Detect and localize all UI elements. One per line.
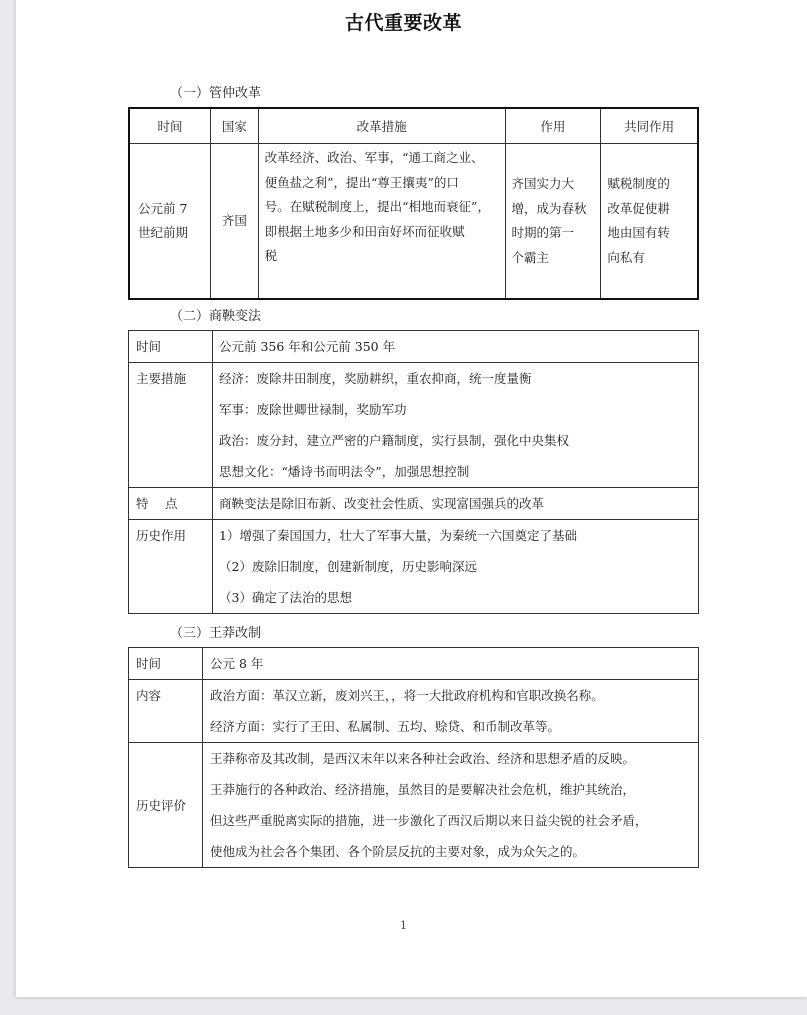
row-content (203, 680, 699, 743)
table-row (129, 331, 699, 363)
cell-text: 齐国实力大 (511, 176, 575, 191)
table-row (129, 648, 699, 680)
cell-common-effect (601, 144, 698, 300)
row-content (203, 648, 699, 680)
header-common-effect: 共同作用 (601, 108, 698, 144)
table-row (129, 680, 699, 743)
cell-text: 改革促使耕 (607, 200, 670, 216)
header-measures: 改革措施 (258, 108, 505, 144)
cell-text: 王莽称帝及其改制，是西汉末年以来各种社会政治、经济和思想矛盾的反映。 (210, 751, 636, 766)
row-content (213, 488, 699, 520)
cell-text: 经济：废除井田制度，奖励耕织，重农抑商，统一度量衡 (219, 371, 532, 386)
cell-text: 军事：废除世卿世禄制，奖励军功 (219, 402, 407, 417)
cell-text: 主要措施 (136, 371, 187, 386)
cell-text: 个霸主 (511, 249, 550, 265)
row-content (213, 520, 699, 614)
table-header-row (129, 108, 698, 144)
cell-text: 世纪前期 (138, 225, 189, 240)
row-label (129, 520, 213, 614)
cell-text: 经济方面：实行了王田、私属制、五均、赊贷、和币制改革等。 (210, 719, 561, 734)
cell-text: 公元 8 年 (210, 656, 264, 671)
cell-text: 但这些严重脱离实际的措施，进一步激化了西汉后期以来日益尖锐的社会矛盾， (210, 813, 648, 828)
cell-text: 向私有 (607, 249, 645, 265)
table-row (129, 488, 699, 520)
cell-text: （2）废除旧制度，创建新制度，历史影响深远 (219, 559, 477, 574)
header-time: 时间 (129, 108, 211, 144)
document-title: 古代重要改革 (344, 12, 462, 34)
table-row (129, 363, 699, 488)
cell-text: 即根据土地多少和田亩好坏而征收赋 (264, 223, 465, 239)
table-row (129, 520, 699, 614)
cell-text: 公元前 7 (138, 200, 188, 216)
row-label: 历史评价 (129, 743, 203, 868)
cell-text: 政治方面：革汉立新，废刘兴王，，将一大批政府机构和官职改换名称。 (210, 688, 604, 703)
section-heading-guanzhong: （一）管仲改革 (170, 86, 262, 101)
wangmang-reform-table (128, 647, 699, 868)
section-heading-shangyang: （二）商鞅变法 (170, 309, 262, 324)
section-heading-wangmang: （三）王莽改制 (170, 626, 262, 641)
row-label: 时间 (129, 331, 213, 363)
cell-text: 1）增强了秦国国力，壮大了军事大量，为秦统一六国奠定了基础 (219, 528, 577, 543)
cell-text: 税 (264, 248, 278, 263)
row-content (213, 331, 699, 363)
cell-text: 改革经济、政治、军事，“通工商之业、 (264, 150, 484, 165)
shangyang-reform-table (128, 330, 699, 614)
cell-text: 思想文化：“燔诗书而明法令”，加强思想控制 (219, 464, 470, 479)
cell-effect (505, 144, 601, 300)
cell-country: 齐国 (211, 144, 259, 300)
row-label (129, 680, 203, 743)
cell-text: 地由国有转 (607, 225, 670, 240)
cell-text: 便鱼盐之利”，提出“尊王攘夷”的口 (264, 174, 459, 190)
cell-text: 历史作用 (136, 528, 187, 543)
row-content (203, 743, 699, 868)
cell-text: 内容 (136, 688, 162, 703)
guanzhong-reform-table (128, 107, 699, 300)
cell-text: （3）确定了法治的思想 (219, 590, 352, 605)
header-effect: 作用 (505, 108, 601, 144)
table-row (129, 144, 698, 300)
cell-measures (258, 144, 505, 300)
table-row (129, 743, 699, 868)
cell-text: 使他成为社会各个集团、各个阶层反抗的主要对象，成为众矢之的。 (210, 844, 586, 859)
cell-text: 商鞅变法是除旧布新、改变社会性质、实现富国强兵的改革 (219, 496, 545, 511)
row-label: 时间 (129, 648, 203, 680)
row-content (213, 363, 699, 488)
cell-time (129, 144, 211, 300)
cell-text: 增，成为春秋 (511, 200, 587, 216)
page-number: 1 (400, 919, 407, 932)
cell-text: 公元前 356 年和公元前 350 年 (219, 339, 396, 354)
header-country: 国家 (211, 108, 259, 144)
cell-text: 号。在赋税制度上，提出“相地而衰征”， (264, 199, 490, 214)
row-label (129, 363, 213, 488)
cell-text: 王莽施行的各种政治、经济措施，虽然目的是要解决社会危机，维护其统治， (210, 782, 636, 797)
cell-text: 时期的第一 (511, 225, 575, 240)
cell-text: 赋税制度的 (607, 176, 670, 191)
row-label: 特 点 (129, 488, 213, 520)
cell-text: 政治：废分封，建立严密的户籍制度，实行县制，强化中央集权 (219, 433, 570, 448)
